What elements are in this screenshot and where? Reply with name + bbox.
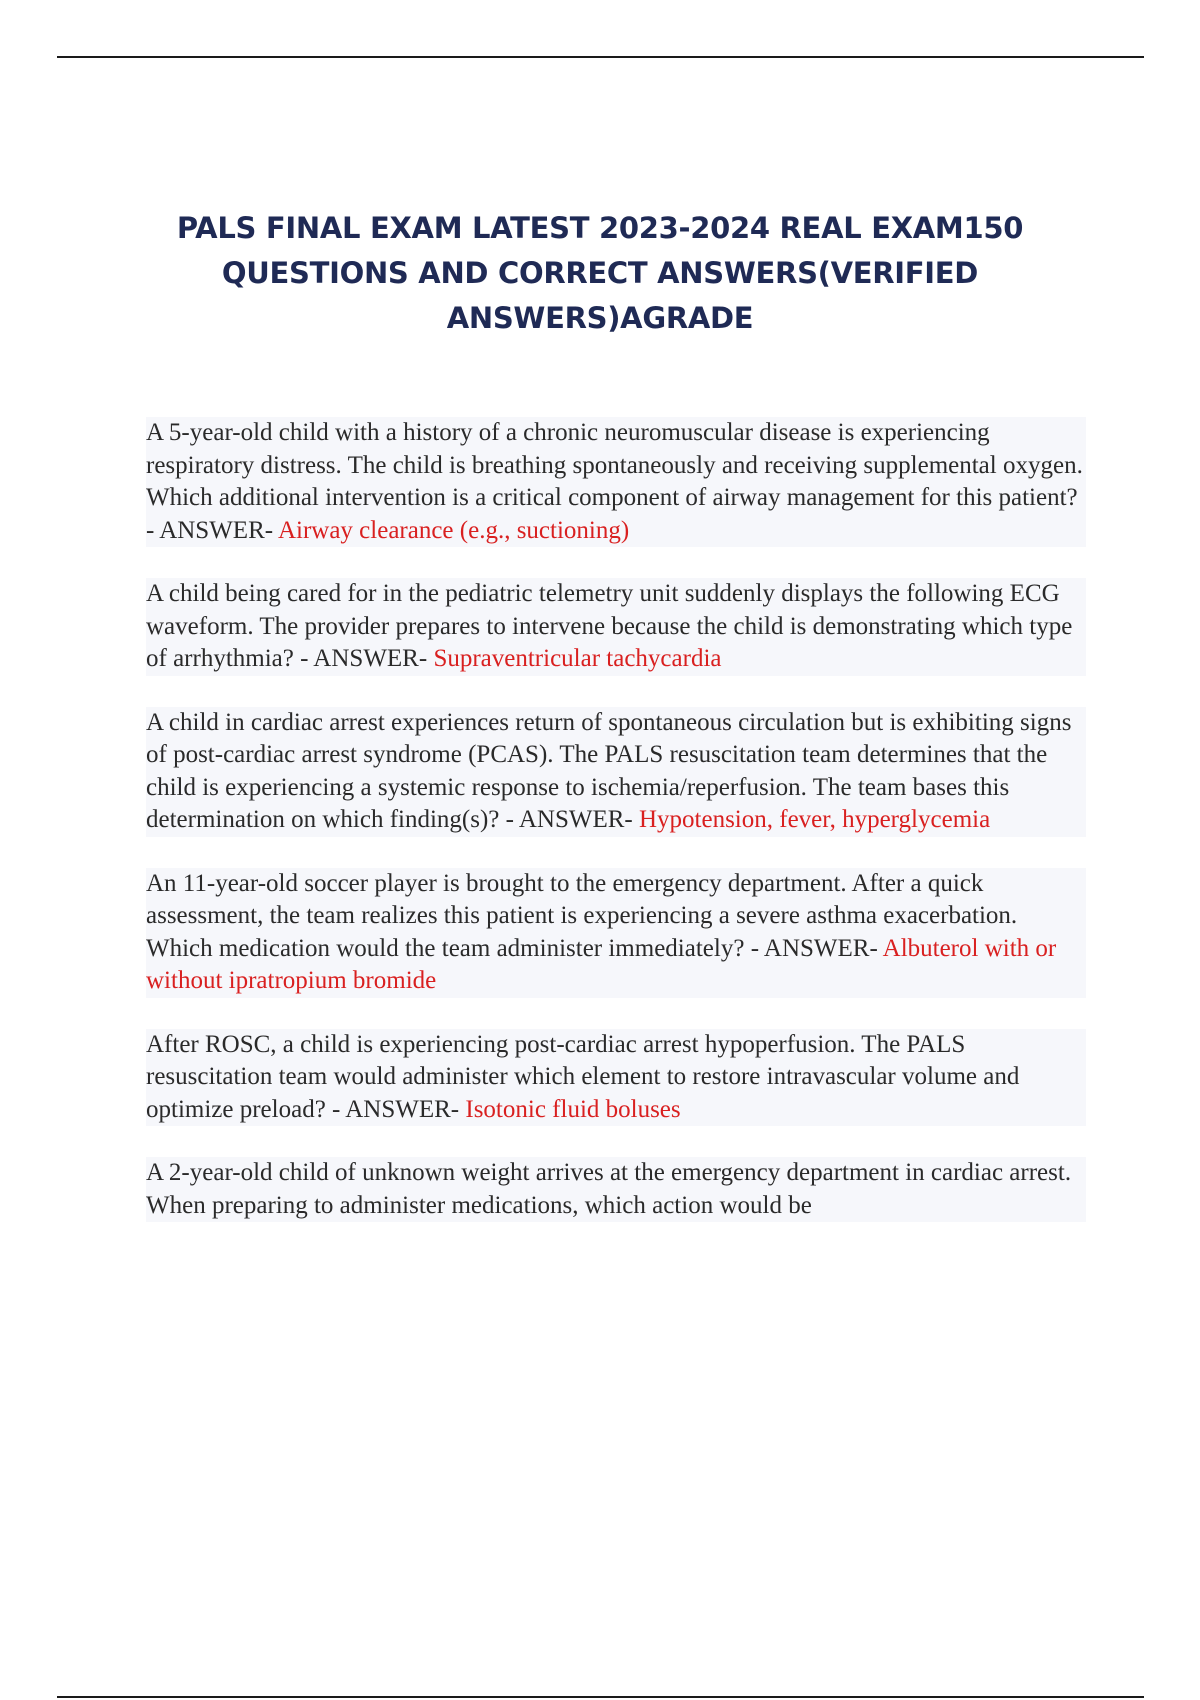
- top-divider: [57, 56, 1144, 58]
- question-text: A 2-year-old child of unknown weight arrives at the emergency department in cardiac arrest. When preparing to administer medications, which action would be: [146, 1159, 1072, 1219]
- answer-text: Airway clearance (e.g., suctioning): [277, 516, 630, 544]
- answer-marker: - ANSWER-: [499, 806, 639, 833]
- question-item: [146, 1029, 1086, 1127]
- question-text: A child in cardiac arrest experiences return of spontaneous circulation but is exhibiting signs of post-cardiac arrest syndrome (PCAS). The PALS resuscitation team determines that the child is experiencing a systemic response to ischemia/reperfusion. The team bases this determination on which finding(s)?: [146, 708, 1072, 833]
- answer-text: Isotonic fluid boluses: [465, 1095, 681, 1123]
- question-list: [146, 417, 1086, 1253]
- bottom-divider: [57, 1696, 1144, 1698]
- answer-marker: - ANSWER-: [325, 1095, 466, 1123]
- answer-text: Hypotension, fever, hyperglycemia: [638, 806, 991, 833]
- question-text: An 11-year-old soccer player is brought to the emergency department. After a quick assessment, the team realizes this patient is experiencing a severe asthma exacerbation. Which medication would the team administer immediately?: [146, 869, 1018, 962]
- answer-marker: - ANSWER-: [293, 645, 434, 672]
- document-title: PALS FINAL EXAM LATEST 2023-2024 REAL EXAM150 QUESTIONS AND CORRECT ANSWERS(VERIFIED ANSWERS)AGRADE: [176, 211, 1024, 335]
- question-text: After ROSC, a child is experiencing post-cardiac arrest hypoperfusion. The PALS resuscitation team would administer which element to restore intravascular volume and optimize preload?: [146, 1030, 1020, 1123]
- answer-text: Albuterol with or without ipratropium bromide: [146, 934, 1057, 994]
- question-item: [146, 578, 1086, 676]
- question-item-truncated: [146, 1157, 1086, 1222]
- answer-text: Supraventricular tachycardia: [433, 645, 722, 672]
- answer-marker: - ANSWER-: [146, 516, 278, 544]
- answer-marker: - ANSWER-: [744, 934, 883, 962]
- question-item: [146, 868, 1086, 998]
- question-text: A 5-year-old child with a history of a chronic neuromuscular disease is experiencing respiratory distress. The child is breathing spontaneously and receiving supplemental oxygen. Which additional intervention is a critical component of airway management for this patient?: [146, 419, 1083, 511]
- question-text: A child being cared for in the pediatric telemetry unit suddenly displays the following ECG waveform. The provider prepares to intervene because the child is demonstrating which type of arrhythmia?: [146, 580, 1073, 672]
- question-item: [146, 707, 1086, 837]
- question-item: [146, 417, 1086, 547]
